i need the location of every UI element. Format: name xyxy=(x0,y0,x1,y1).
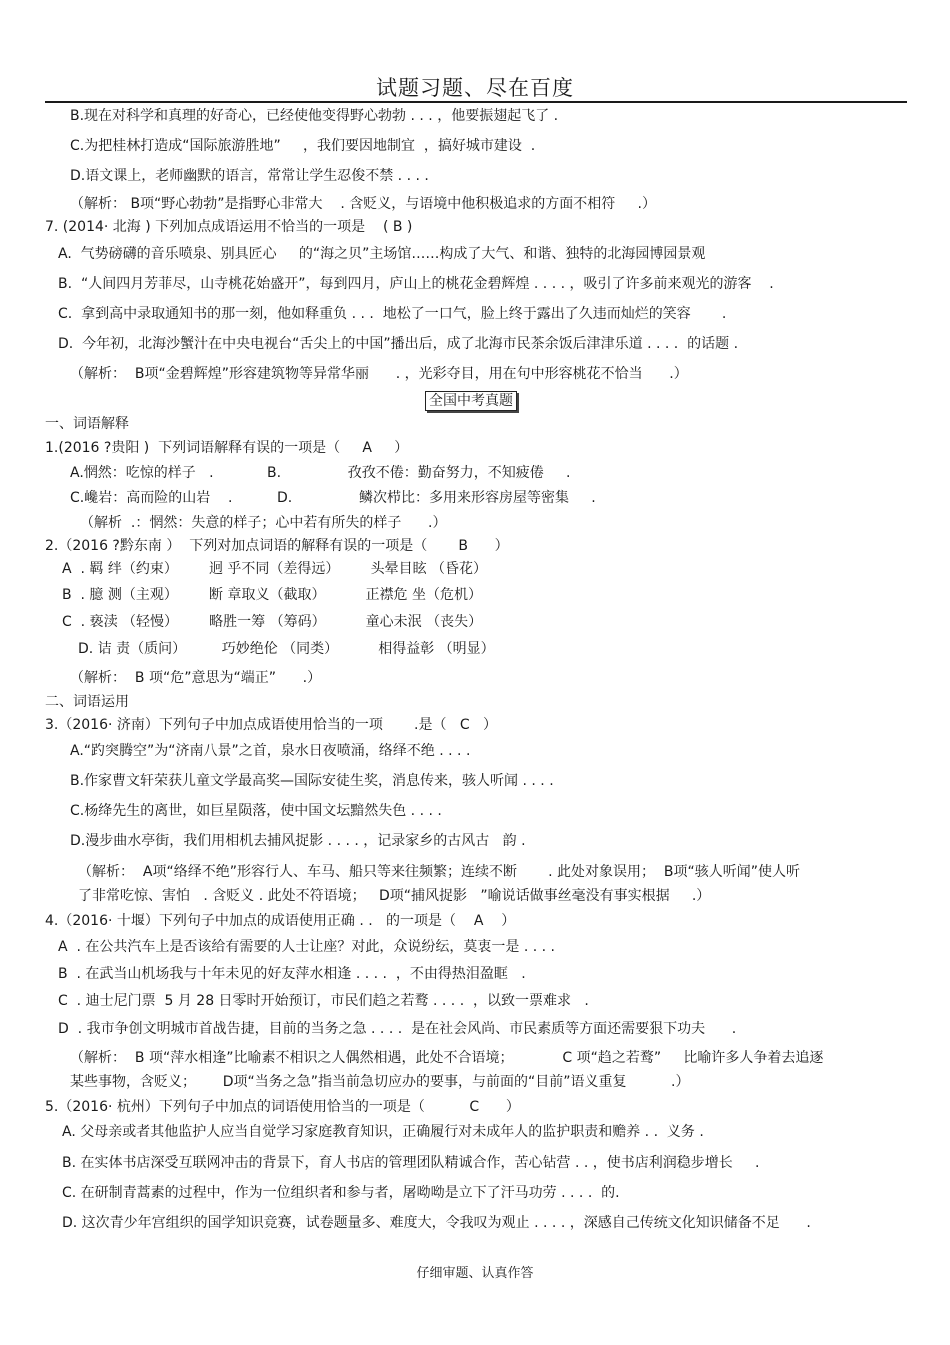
text-line: C. 拿到高中录取通知书的那一刻，他如释重负 . . . 地松了一口气，脸上终于露出了久违而灿烂的笑容 . xyxy=(58,306,727,322)
text-line: D . 我市争创文明城市首战告捷，目前的当务之急 . . . . 是在社会风尚、市民素质等方面还需要狠下功夫 . xyxy=(58,1021,737,1037)
text-line: B . 在武当山机场我与十年未见的好友萍水相逢 . . . . ，不由得热泪盈眶 . xyxy=(58,966,526,982)
text-line: A.“趵突腾空”为“济南八景”之首，泉水日夜喷涌，络绎不绝 . . . . xyxy=(70,743,471,759)
text-line: （解析： A项“络绎不绝”形容行人、车马、船只等来往频繁；连续不断 . 此处对象误用； B项“骇人听闻”使人听 xyxy=(78,864,801,880)
page-footer: 仔细审题、认真作答 xyxy=(416,1266,534,1281)
question-line: 2.（2016 ?黔东南 ） 下列对加点词语的解释有误的一项是（ B ） xyxy=(45,538,509,554)
text-line: A . 在公共汽车上是否该给有需要的人士让座？对此，众说纷纭，莫衷一是 . . . . xyxy=(58,939,555,955)
text-line: D. 这次青少年宫组织的国学知识竞赛，试卷题量多、难度大，令我叹为观止 . . . . ，深感自己传统文化知识储备不足 . xyxy=(62,1215,811,1231)
text-line: D.语文课上，老师幽默的语言，常常让学生忍俊不禁 . . . . xyxy=(70,168,429,184)
text-line: （解析： B项“金碧辉煌”形容建筑物等异常华丽 . ，光彩夺目，用在句中形容桃花不恰当 .） xyxy=(70,366,688,382)
text-line: B.现在对科学和真理的好奇心，已经使他变得野心勃勃 . . . ，他要振翅起飞了 . xyxy=(70,108,559,124)
question-line: 1.(2016 ?贵阳 ) 下列词语解释有误的一项是（ A ） xyxy=(45,440,409,456)
section-heading: 二、词语运用 xyxy=(45,694,129,710)
text-line: （解析： B 项“危”意思为“端正” .） xyxy=(70,670,322,686)
section-label: 全国中考真题 xyxy=(425,391,517,411)
text-line: D. 今年初，北海沙蟹汁在中央电视台“舌尖上的中国”播出后，成了北海市民茶余饭后津津乐道 . . . . 的话题 . xyxy=(58,336,739,352)
text-line: C.巉岩：高而险的山岩 . D. 鳞次栉比：多用来形容房屋等密集 . xyxy=(70,490,596,506)
text-line: B.作家曹文轩荣获儿童文学最高奖—国际安徒生奖，消息传来，骇人听闻 . . . . xyxy=(70,773,554,789)
question-line: 3.（2016· 济南）下列句子中加点成语使用恰当的一项 .是（ C ） xyxy=(45,717,497,733)
header-rule xyxy=(45,101,907,103)
text-line: C. 在研制青蒿素的过程中，作为一位组织者和参与者，屠呦呦是立下了汗马功劳 . . . . 的. xyxy=(62,1185,620,1201)
section-heading: 一、词语解释 xyxy=(45,416,129,432)
text-line: A. 父母亲或者其他监护人应当自觉学习家庭教育知识，正确履行对未成年人的监护职责和赡养 . . 义务 . xyxy=(62,1124,704,1140)
page-header-title: 试题习题、尽在百度 xyxy=(376,76,574,100)
text-line: C.为把桂林打造成“国际旅游胜地” ，我们要因地制宜 ，搞好城市建设 . xyxy=(70,138,536,154)
text-line: （解析 .：惘然：失意的样子；心中若有所失的样子 .） xyxy=(80,515,447,531)
question-line: 7. (2014· 北海 ) 下列加点成语运用不恰当的一项是 ( B ) xyxy=(45,219,413,235)
text-line: B. “人间四月芳菲尽，山寺桃花始盛开”，每到四月，庐山上的桃花金碧辉煌 . . . . ，吸引了许多前来观光的游客 . xyxy=(58,276,774,292)
text-line: C . 迪士尼门票 5 月 28 日零时开始预订，市民们趋之若鹜 . . . . ，以致一票难求 . xyxy=(58,993,589,1009)
text-line: A . 羁 绊（约束） 迥 乎不同（差得远） 头晕目眩 （昏花） xyxy=(62,561,488,577)
text-line: 某些事物，含贬义； D项“当务之急”指当前急切应办的要事，与前面的“目前”语义重复 .） xyxy=(70,1074,690,1090)
text-line: B. 在实体书店深受互联网冲击的背景下，育人书店的管理团队精诚合作，苦心钻营 . . ，使书店利润稳步增长 . xyxy=(62,1155,760,1171)
text-line: A. 气势磅礴的音乐喷泉、别具匠心 的“海之贝”主场馆……构成了大气、和谐、独特的北海园博园景观 xyxy=(58,246,706,262)
question-line: 5.（2016· 杭州）下列句子中加点的词语使用恰当的一项是（ C ） xyxy=(45,1099,520,1115)
text-line: （解析： B项“野心勃勃”是指野心非常大 . 含贬义，与语境中他积极追求的方面不相符 .） xyxy=(70,196,656,212)
text-line: （解析： B 项“萍水相逢”比喻素不相识之人偶然相遇，此处不合语境； C 项“趋之若鹜” 比喻许多人争着去追逐 xyxy=(70,1050,824,1066)
text-line: B . 臆 测（主观） 断 章取义（截取） 正襟危 坐（危机） xyxy=(62,587,482,603)
text-line: C.杨绛先生的离世，如巨星陨落，使中国文坛黯然失色 . . . . xyxy=(70,803,442,819)
text-line: D. 诘 责（质问） 巧妙绝伦 （同类） 相得益彰 （明显） xyxy=(78,641,495,657)
text-line: C . 亵渎 （轻慢） 略胜一筹 （筹码） 童心未泯 （丧失） xyxy=(62,614,483,630)
text-line: A.惘然：吃惊的样子 . B. 孜孜不倦：勤奋努力，不知疲倦 . xyxy=(70,465,571,481)
text-line: 了非常吃惊、害怕 . 含贬义 . 此处不符语境； D项“捕风捉影 ”喻说话做事丝毫没有事实根据 .） xyxy=(78,888,711,904)
text-line: D.漫步曲水亭街，我们用相机去捕风捉影 . . . . ，记录家乡的古风古 韵 . xyxy=(70,833,526,849)
question-line: 4.（2016· 十堰）下列句子中加点的成语使用正确 . . 的一项是（ A ） xyxy=(45,913,516,929)
